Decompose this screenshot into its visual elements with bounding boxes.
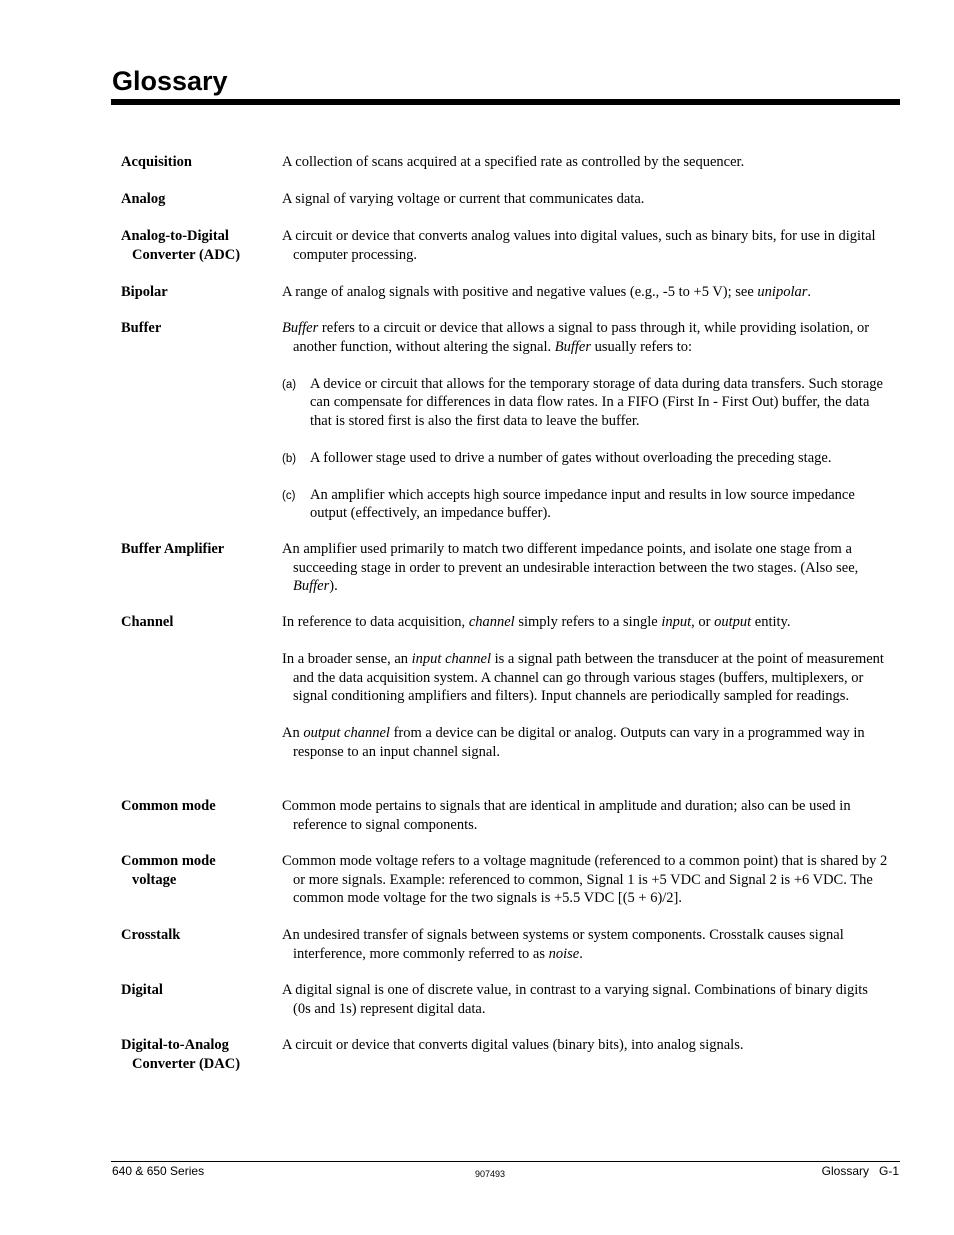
list-item-label: (a): [282, 378, 297, 391]
list-item-label: (b): [282, 452, 297, 465]
term-digital: Digital: [121, 982, 163, 998]
term-adc: [121, 227, 279, 264]
definition-text: A collection of scans acquired at a specified rate as controlled by the sequencer.: [282, 154, 745, 170]
emphasis: input channel: [411, 651, 491, 667]
term-dac: [121, 1036, 279, 1073]
definition-bipolar: [282, 283, 888, 302]
glossary-entry-adc: [121, 227, 891, 264]
term-line-1: Common mode: [121, 853, 216, 869]
text-run: , or: [691, 614, 715, 630]
list-item: [282, 375, 888, 431]
term-line-2: Converter (DAC): [132, 1055, 241, 1072]
glossary-entry-dac: [121, 1036, 891, 1072]
list-item: [282, 449, 888, 468]
term-crosstalk: Crosstalk: [121, 927, 181, 943]
glossary-entry-analog: [121, 190, 891, 209]
term-bipolar: Bipolar: [121, 284, 168, 300]
text-run: An amplifier used primarily to match two different impedance points, and isolate one stage from a succeeding stage in order to prevent an undesirable interaction between the two stages. (Also see,: [282, 541, 859, 576]
term-common-mode-voltage: [121, 852, 279, 889]
definition-text: [282, 724, 888, 761]
term-line-2: voltage: [132, 871, 177, 888]
emphasis: Buffer: [282, 320, 319, 336]
glossary-entry-crosstalk: [121, 926, 891, 963]
text-run: In reference to data acquisition,: [282, 614, 469, 630]
definition-text: A signal of varying voltage or current that communicates data.: [282, 191, 645, 207]
page-title: Glossary: [112, 66, 228, 96]
term-buffer: Buffer: [121, 320, 162, 336]
definition-text: [282, 283, 888, 302]
definition-text: [282, 926, 888, 963]
glossary-entry-acquisition: [121, 153, 891, 172]
text-run: In a broader sense, an: [282, 651, 412, 667]
text-run: An: [282, 725, 304, 741]
cross-reference: noise: [548, 945, 580, 962]
term-line-1: Analog-to-Digital: [121, 228, 229, 244]
list-item-text: A follower stage used to drive a number of gates without overloading the preceding stage.: [310, 449, 832, 466]
term-common-mode: Common mode: [121, 798, 216, 814]
glossary-entry-common-mode-voltage: [121, 852, 891, 908]
definition-text: Common mode pertains to signals that are identical in amplitude and duration; also can be used in reference to signal components.: [282, 798, 851, 833]
text-run: is a signal path between the transducer at the point of measurement and the data acquisition system. A channel can go through various stages (buffers, multiplexers, or signal conditioning amplifiers and filters). Input channels are periodically sampled for readings.: [293, 651, 884, 704]
footer-doc-number: 907493: [475, 1169, 506, 1179]
footer-page-number: Glossary G-1: [821, 1164, 899, 1178]
emphasis: input: [661, 614, 692, 630]
definition-text: A circuit or device that converts analog values into digital values, such as binary bits, for use in digital computer processing.: [282, 228, 876, 263]
glossary-entry-buffer: [121, 319, 891, 523]
term-channel: Channel: [121, 614, 174, 630]
glossary-entry-channel: [121, 613, 891, 761]
term-line-1: Digital-to-Analog: [121, 1037, 229, 1053]
text-run: from a device can be digital or analog. Outputs can vary in a programmed way in response to an input channel signal.: [293, 725, 865, 760]
definition-text: [282, 650, 888, 706]
text-run: .: [579, 945, 583, 962]
term-line-2: Converter (ADC): [132, 246, 241, 263]
definition-crosstalk: [282, 926, 888, 963]
text-run: simply refers to a single: [514, 614, 662, 630]
text-run: entity.: [751, 614, 791, 630]
definition-analog: [282, 190, 888, 209]
definition-common-mode: [282, 797, 888, 834]
definition-text: [282, 540, 888, 596]
glossary-entry-buffer-amplifier: [121, 540, 891, 596]
text-run: refers to a circuit or device that allows a signal to pass through it, while providing isolation, or another function, without altering the signal.: [293, 320, 870, 355]
glossary-entry-bipolar: [121, 283, 891, 302]
definition-digital: [282, 981, 888, 1018]
term-acquisition: Acquisition: [121, 154, 192, 170]
emphasis: output: [714, 614, 752, 630]
list-item: [282, 486, 888, 523]
definition-dac: [282, 1036, 888, 1055]
definition-channel: [282, 613, 888, 761]
glossary-entry-common-mode: [121, 797, 891, 834]
definition-buffer-amplifier: [282, 540, 888, 596]
term-analog: Analog: [121, 191, 166, 207]
definition-text: Common mode voltage refers to a voltage magnitude (referenced to a common point) that is shared by 2 or more signals. Example: referenced to common, Signal 1 is +5 VDC and Signal 2 is +6 VDC. The common mode voltage for the two signals is +5.5 VDC [(5 + 6)/2].: [282, 853, 888, 906]
definition-text: A digital signal is one of discrete value, in contrast to a varying signal. Combinations of binary digits (0s and 1s) represent digital data.: [282, 982, 868, 1017]
footer-rule: [111, 1161, 900, 1162]
definition-adc: [282, 227, 888, 264]
list-item-text: An amplifier which accepts high source impedance input and results in low source impedance output (effectively, an impedance buffer).: [310, 486, 855, 521]
footer-series: 640 & 650 Series: [112, 1164, 205, 1178]
text-run: A range of analog signals with positive and negative values (e.g., -5 to +5 V); see: [282, 284, 758, 300]
text-run: An undesired transfer of signals between systems or system components. Crosstalk causes signal interference, more commonly referred to as: [282, 927, 844, 962]
text-run: usually refers to:: [591, 338, 693, 355]
definition-text: [282, 319, 888, 356]
definition-buffer: [282, 319, 888, 523]
definition-text: [282, 613, 888, 632]
emphasis: output channel: [303, 725, 390, 741]
glossary-entry-digital: [121, 981, 891, 1018]
definition-text: A circuit or device that converts digital values (binary bits), into analog signals.: [282, 1037, 744, 1053]
cross-reference: Buffer: [293, 578, 330, 594]
definition-acquisition: [282, 153, 888, 172]
text-run: ).: [329, 578, 338, 594]
list-item-label: (c): [282, 489, 296, 502]
cross-reference: unipolar: [757, 284, 808, 300]
emphasis: Buffer: [554, 338, 591, 355]
text-run: .: [807, 284, 811, 300]
title-rule: [111, 99, 900, 105]
term-buffer-amplifier: Buffer Amplifier: [121, 541, 225, 557]
list-item-text: A device or circuit that allows for the temporary storage of data during data transfers. Such storage can compensate for differences in data flow rates. In a FIFO (First In - First Out) buffer, the data that is stored first is also the first data to leave the buffer.: [310, 375, 883, 429]
emphasis: channel: [468, 614, 515, 630]
definition-common-mode-voltage: [282, 852, 888, 908]
